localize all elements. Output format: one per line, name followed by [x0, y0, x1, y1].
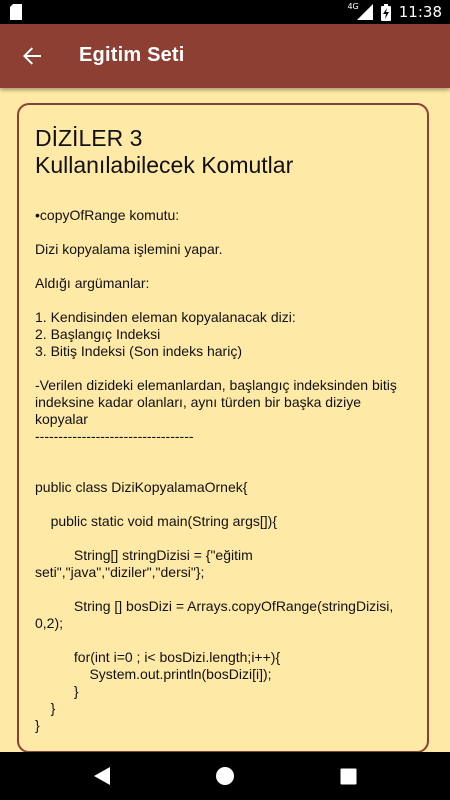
nav-back-button[interactable] [78, 752, 126, 800]
nav-recents-icon [340, 768, 357, 785]
arrow-left-icon [22, 46, 42, 66]
heading-line-1: DİZİLER 3 [35, 125, 143, 151]
navigation-bar [0, 752, 450, 800]
nav-recents-button[interactable] [324, 752, 372, 800]
status-icons [347, 3, 442, 21]
lesson-body: •copyOfRange komutu: Dizi kopyalama işlemini yapar. Aldığı argümanlar: 1. Kendisinden eleman kopyalanacak dizi: 2. Başlangıç Indeksi 3. Bitiş Indeksi (Son indeks hariç) -Verilen dizideki elemanlardan, başlangıç indeksinden bitiş indeksine kadar olanları, aynı türden bir başka diziye kopyalar ---------------------------------- public class DiziKopyalamaOrnek{ public static void main(String args[]){ String[] stringDizisi = {"eğitim seti","java","diziler","dersi"}; String [] bosDizi = Arrays.copyOfRange(stringDizisi, 0,2); for(int i=0 ; i< bosDizi.length;i++){ System.out.println(bosDizi[i]); } } } [35, 207, 397, 733]
lesson-heading [35, 125, 417, 179]
nav-back-icon [93, 766, 111, 786]
heading-line-2: Kullanılabilecek Komutlar [35, 152, 294, 178]
signal-icon [357, 4, 373, 20]
nav-home-button[interactable] [201, 752, 249, 800]
sim-card-icon [10, 4, 22, 20]
app-bar [0, 24, 450, 88]
network-4g-icon: 4G [347, 2, 359, 11]
app-title: Egitim Seti [79, 44, 185, 66]
battery-charging-icon [381, 4, 391, 21]
status-time: 11:38 [398, 3, 442, 21]
back-button[interactable] [12, 36, 52, 76]
status-bar [0, 0, 450, 24]
nav-home-icon [215, 766, 235, 786]
lesson-content [35, 125, 417, 734]
content-card [17, 103, 429, 753]
